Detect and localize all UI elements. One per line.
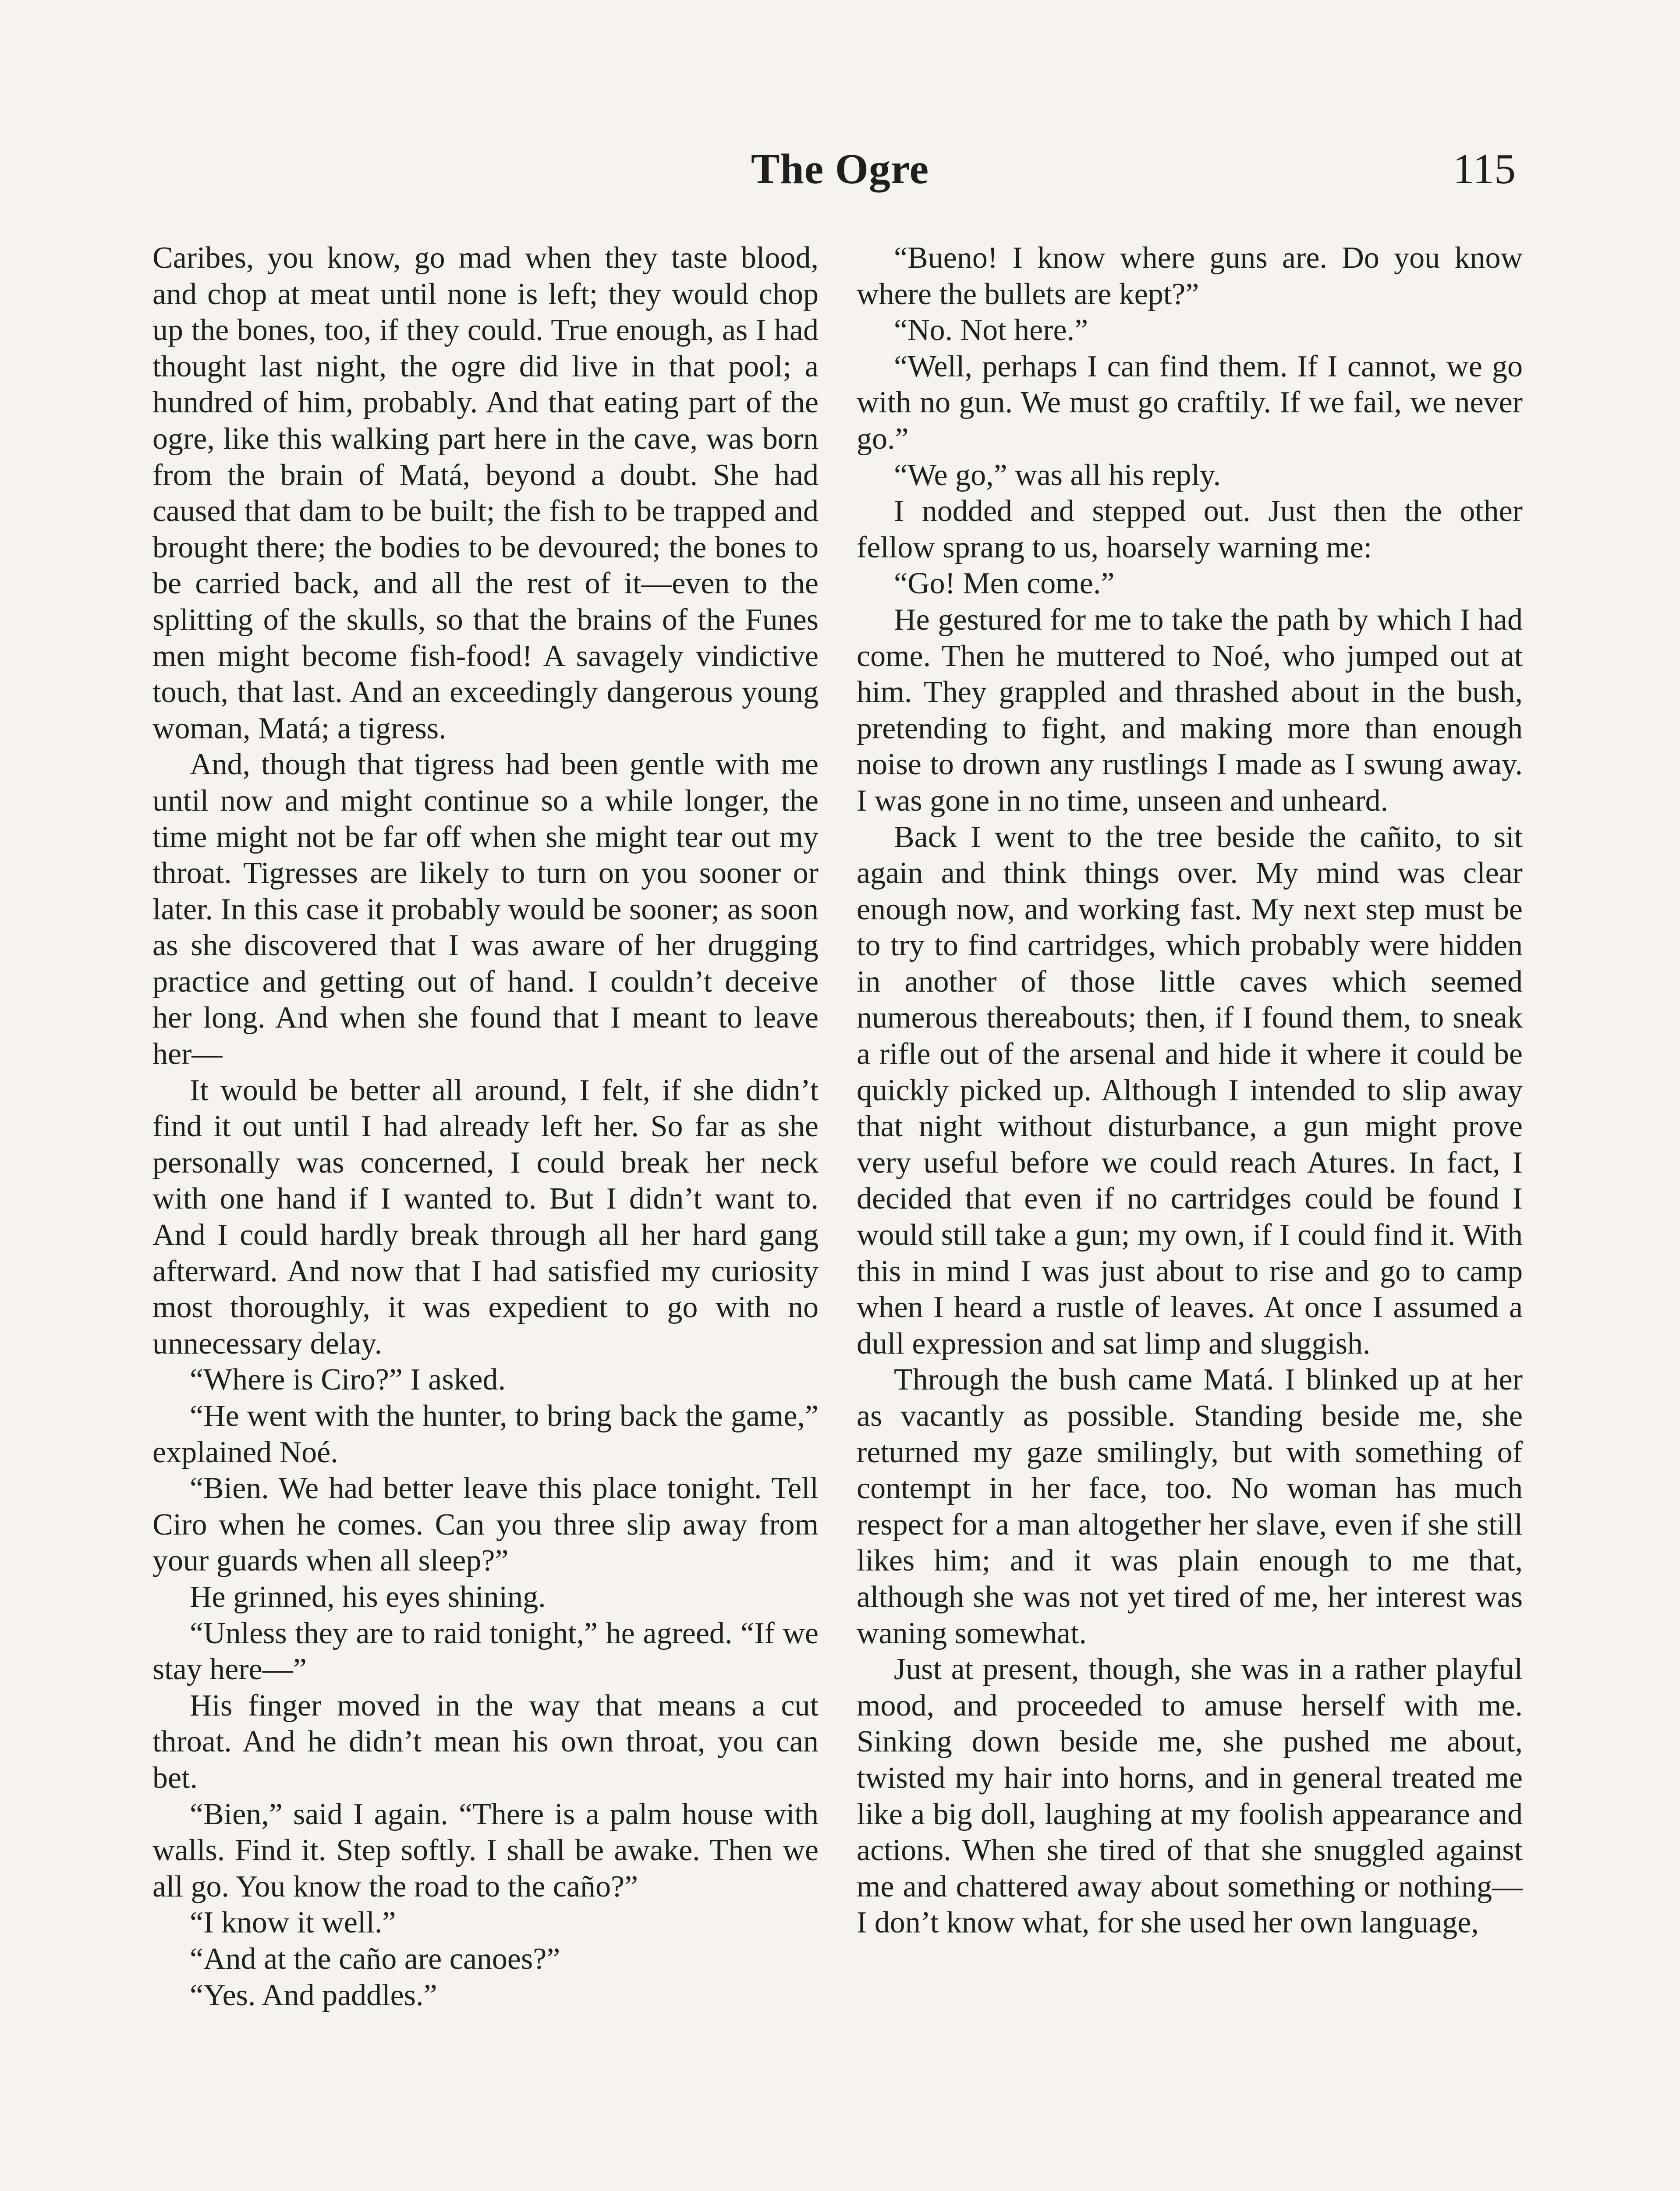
paragraph: “And at the caño are canoes?” — [190, 1942, 560, 1976]
page-header — [0, 145, 1680, 206]
page-number: 115 — [1453, 145, 1516, 193]
paragraph: Caribes, you know, go mad when they taste blood, and chop at meat until none is left; they would chop up the bones, too, if they could. True enough, as I had thought last night, the ogre did live in that pool; a hundred of him, probably. And that eating part of the ogre, like this walking part here in the cave, was born from the brain of Matá, beyond a doubt. She had caused that dam to be built; the fish to be trapped and brought there; the bodies to be devoured; the bones to be carried back, and all the rest of it—even to the splitting of the skulls, so that the brains of the Funes men might become fish-food! A savagely vindictive touch, that last. And an exceedingly dangerous young woman, Matá; a tigress. — [152, 241, 819, 745]
paragraph: “Where is Ciro?” I asked. — [190, 1363, 506, 1397]
paragraph: His finger moved in the way that means a cut throat. And he didn’t mean his own throat, you can bet. — [152, 1688, 819, 1795]
paragraph: “Bueno! I know where guns are. Do you know where the bullets are kept?” — [857, 241, 1523, 311]
paragraph: “He went with the hunter, to bring back the game,” explained Noé. — [152, 1399, 819, 1469]
paragraph: “Go! Men come.” — [894, 567, 1115, 601]
paragraph: “Bien. We had better leave this place tonight. Tell Ciro when he comes. Can you three slip away from your guards when all sleep?” — [152, 1471, 819, 1578]
paragraph: And, though that tigress had been gentle with me until now and might continue so a while longer, the time might not be far off when she might tear out my throat. Tigresses are likely to turn on you sooner or later. In this case it probably would be sooner; as soon as she discovered that I was aware of her drugging practice and getting out of hand. I couldn’t deceive her long. And when she found that I meant to leave her— — [152, 748, 819, 1071]
paragraph: Through the bush came Matá. I blinked up at her as vacantly as possible. Standing beside me, she returned my gaze smilingly, but with something of contempt in her face, too. No woman has much respect for a man altogether her slave, even if she still likes him; and it was plain enough to me that, although she was not yet tired of me, her interest was waning somewhat. — [857, 1363, 1523, 1650]
paragraph: “Yes. And paddles.” — [190, 1978, 437, 2012]
paragraph: “I know it well.” — [190, 1906, 396, 1940]
paragraph: He grinned, his eyes shining. — [190, 1580, 546, 1614]
right-column — [857, 240, 1523, 1941]
paragraph: “Bien,” said I again. “There is a palm house with walls. Find it. Step softly. I shall be awake. Then we all go. You know the road to the caño?” — [152, 1797, 819, 1904]
paragraph: He gestured for me to take the path by which I had come. Then he muttered to Noé, who jumped out at him. They grappled and thrashed about in the bush, pretending to fight, and making more than enough noise to drown any rustlings I made as I swung away. I was gone in no time, unseen and unheard. — [857, 603, 1523, 818]
paragraph: “Unless they are to raid tonight,” he agreed. “If we stay here—” — [152, 1616, 819, 1687]
paragraph: “No. Not here.” — [894, 313, 1088, 347]
left-column — [152, 240, 819, 2014]
paragraph: It would be better all around, I felt, if she didn’t find it out until I had already left her. So far as she personally was concerned, I could break her neck with one hand if I wanted to. But I didn’t want to. And I could hardly break through all her hard gang afterward. And now that I had satisfied my curiosity most thoroughly, it was expedient to go with no unnecessary delay. — [152, 1073, 819, 1361]
paragraph: I nodded and stepped out. Just then the other fellow sprang to us, hoarsely warning me: — [857, 494, 1523, 564]
paragraph: Back I went to the tree beside the cañito, to sit again and think things over. My mind was clear enough now, and working fast. My next step must be to try to find cartridges, which probably were hidden in another of those little caves which seemed numerous thereabouts; then, if I found them, to sneak a rifle out of the arsenal and hide it where it could be quickly picked up. Although I intended to slip away that night without disturbance, a gun might prove very useful before we could reach Atures. In fact, I decided that even if no cartridges could be found I would still take a gun; my own, if I could find it. With this in mind I was just about to rise and go to camp when I heard a rustle of leaves. At once I assumed a dull expression and sat limp and sluggish. — [857, 820, 1523, 1361]
paragraph: Just at present, though, she was in a rather playful mood, and proceeded to amuse herself with me. Sinking down beside me, she pushed me about, twisted my hair into horns, and in general treated me like a big doll, laughing at my foolish appearance and actions. When she tired of that she snuggled against me and chattered away about something or nothing—I don’t know what, for she used her own language, — [857, 1652, 1523, 1940]
running-title: The Ogre — [751, 145, 929, 193]
paragraph: “Well, perhaps I can find them. If I cannot, we go with no gun. We must go craftily. If we fail, we never go.” — [857, 349, 1523, 456]
paragraph: “We go,” was all his reply. — [894, 458, 1221, 492]
